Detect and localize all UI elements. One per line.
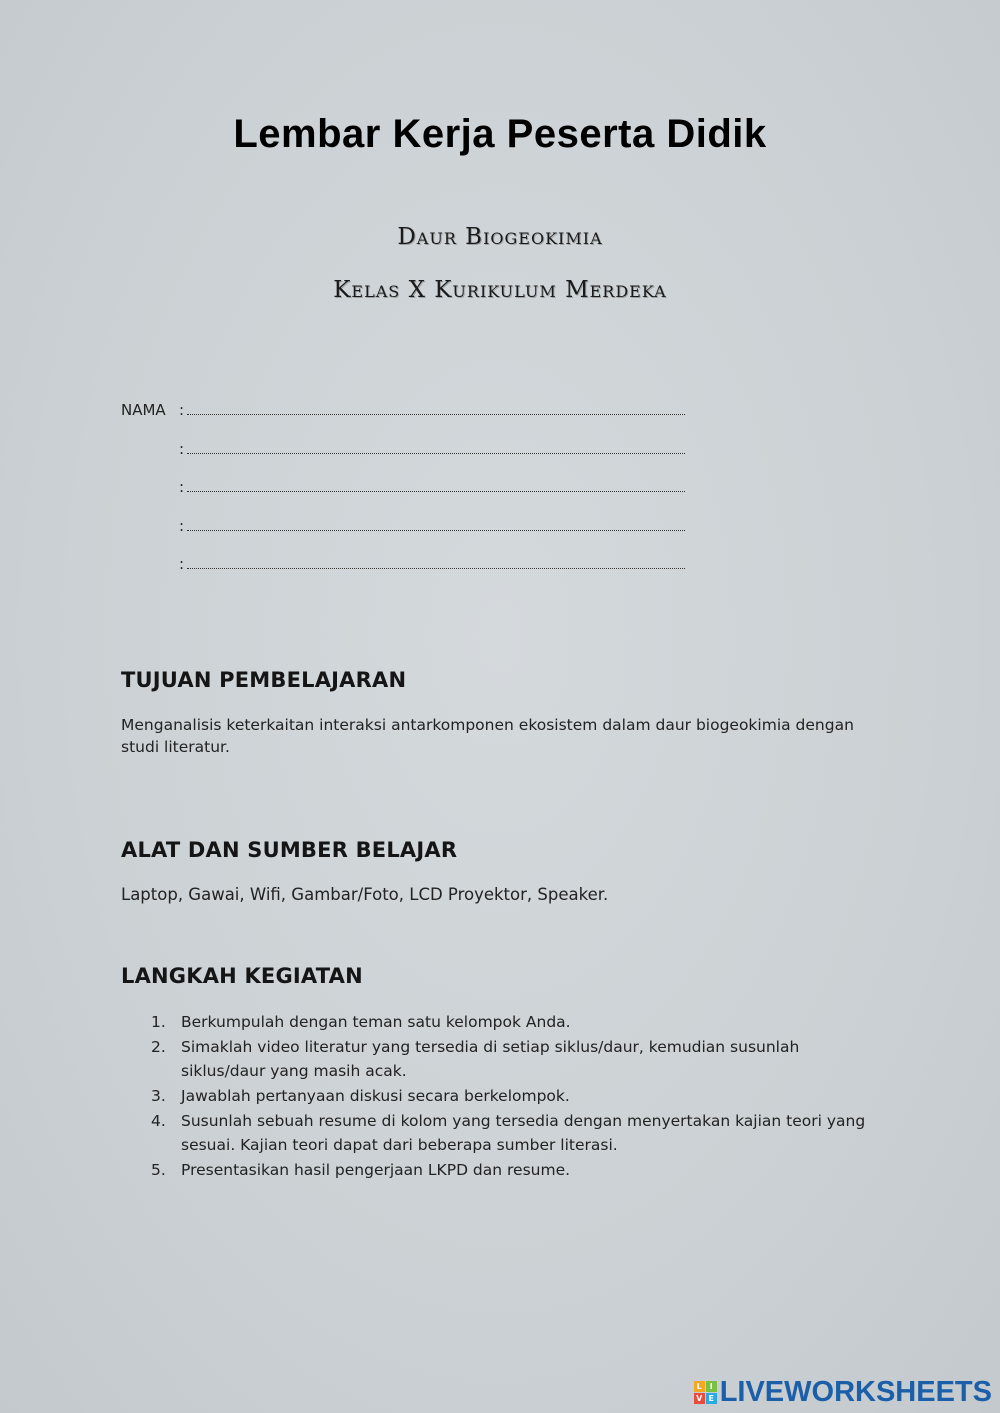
name-label: NAMA	[121, 401, 166, 419]
logo-block-v: V	[694, 1393, 705, 1404]
colon: :	[179, 478, 185, 496]
logo-blocks-icon	[694, 1381, 717, 1404]
document-subtitle-class: Kelas X Kurikulum Merdeka	[333, 277, 667, 303]
colon: :	[179, 401, 185, 419]
list-item	[121, 1109, 881, 1157]
logo-block-l: L	[694, 1381, 705, 1392]
step-number: 1.	[151, 1013, 166, 1031]
fill-line[interactable]	[187, 477, 685, 492]
identity-row	[121, 514, 685, 553]
objective-heading: TUJUAN PEMBELAJARAN	[121, 668, 407, 692]
list-item	[121, 1010, 881, 1034]
list-item	[121, 1084, 881, 1108]
fill-line[interactable]	[187, 439, 685, 454]
step-number: 2.	[151, 1038, 166, 1056]
step-number: 3.	[151, 1087, 166, 1105]
document-title: Lembar Kerja Peserta Didik	[233, 112, 767, 156]
colon: :	[179, 555, 185, 573]
step-text: Presentasikan hasil pengerjaan LKPD dan resume.	[181, 1161, 571, 1179]
identity-row-name	[121, 398, 685, 437]
list-item	[121, 1035, 881, 1083]
colon: :	[179, 516, 185, 535]
step-text: Jawablah pertanyaan diskusi secara berkelompok.	[181, 1087, 570, 1105]
list-item	[121, 1158, 881, 1182]
objective-text: Menganalisis keterkaitan interaksi antarkomponen ekosistem dalam daur biogeokimia dengan studi literatur.	[121, 716, 854, 756]
step-number: 5.	[151, 1161, 166, 1179]
step-text: Simaklah video literatur yang tersedia di setiap siklus/daur, kemudian susunlah siklus/daur yang masih acak.	[181, 1038, 800, 1080]
steps-heading: LANGKAH KEGIATAN	[121, 964, 363, 988]
step-number: 4.	[151, 1112, 166, 1130]
identity-row	[121, 552, 685, 591]
identity-row	[121, 437, 685, 476]
identity-block	[121, 398, 685, 591]
liveworksheets-logo[interactable]	[694, 1377, 992, 1407]
fill-line[interactable]	[187, 554, 685, 569]
colon: :	[179, 439, 185, 458]
name-fill-line[interactable]	[187, 400, 685, 415]
document-subtitle-topic: Daur Biogeokimia	[397, 224, 603, 250]
step-text: Berkumpulah dengan teman satu kelompok Anda.	[181, 1013, 571, 1031]
logo-block-e: E	[706, 1393, 717, 1404]
tools-heading: ALAT DAN SUMBER BELAJAR	[121, 838, 458, 862]
logo-block-i: I	[706, 1381, 717, 1392]
fill-line[interactable]	[187, 516, 685, 531]
logo-text: LIVEWORKSHEETS	[719, 1375, 992, 1408]
steps-list	[121, 1010, 881, 1183]
tools-text: Laptop, Gawai, Wifi, Gambar/Foto, LCD Proyektor, Speaker.	[121, 885, 609, 904]
identity-row	[121, 475, 685, 514]
step-text: Susunlah sebuah resume di kolom yang tersedia dengan menyertakan kajian teori yang sesuai. Kajian teori dapat dari beberapa sumber literasi.	[181, 1112, 866, 1154]
